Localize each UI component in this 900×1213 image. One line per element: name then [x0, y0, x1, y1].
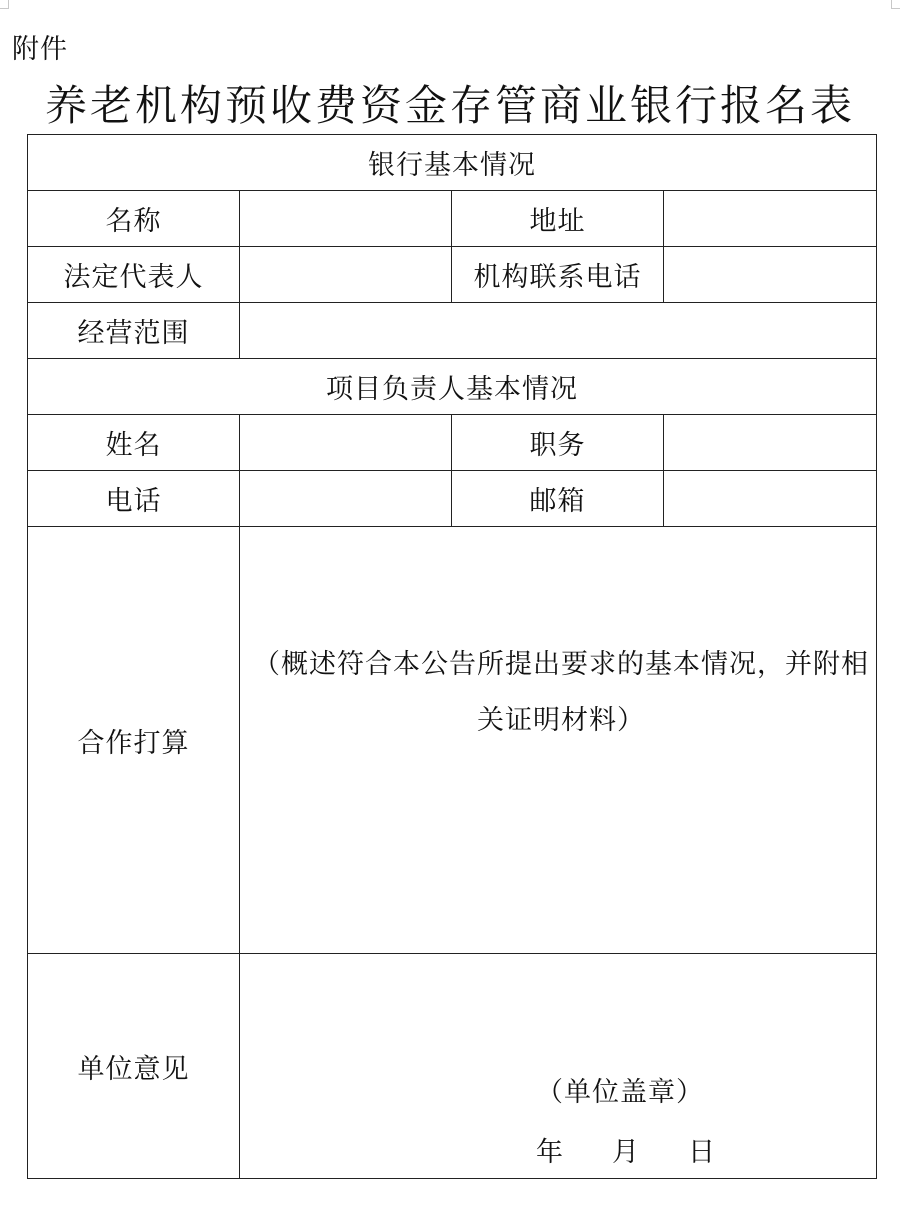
label-name: 名称 [28, 191, 240, 247]
label-business-scope: 经营范围 [28, 303, 240, 359]
label-position: 职务 [452, 415, 664, 471]
date-year-label: 年 [536, 1137, 564, 1168]
value-legal-rep-field[interactable] [240, 247, 452, 303]
label-legal-rep: 法定代表人 [28, 247, 240, 303]
value-org-phone-field[interactable] [664, 247, 877, 303]
registration-form-table [27, 134, 877, 1179]
value-business-scope-field[interactable] [240, 303, 877, 359]
label-unit-opinion: 单位意见 [28, 954, 240, 1179]
cooperation-plan-field[interactable] [240, 527, 877, 954]
table-row [28, 135, 877, 191]
table-row [28, 471, 877, 527]
date-day-label: 日 [688, 1137, 716, 1168]
section-header-bank-info: 银行基本情况 [28, 135, 877, 191]
section-header-leader-info: 项目负责人基本情况 [28, 359, 877, 415]
label-org-phone: 机构联系电话 [452, 247, 664, 303]
label-email: 邮箱 [452, 471, 664, 527]
unit-opinion-field[interactable] [240, 954, 877, 1179]
label-cooperation-plan: 合作打算 [28, 527, 240, 954]
crop-mark-top-left [0, 0, 9, 9]
label-person-name: 姓名 [28, 415, 240, 471]
document-title: 养老机构预收费资金存管商业银行报名表 [44, 81, 855, 130]
table-row [28, 191, 877, 247]
value-person-name-field[interactable] [240, 415, 452, 471]
attachment-label: 附件 [12, 34, 68, 65]
unit-seal-text: （单位盖章） [536, 1077, 704, 1108]
crop-mark-top-right [891, 0, 900, 9]
date-month-label: 月 [612, 1137, 640, 1168]
cooperation-note: （概述符合本公告所提出要求的基本情况，并附相关证明材料） [253, 649, 869, 736]
value-address-field[interactable] [664, 191, 877, 247]
table-row [28, 954, 877, 1179]
table-row [28, 527, 877, 954]
table-row [28, 303, 877, 359]
label-address: 地址 [452, 191, 664, 247]
value-name-field[interactable] [240, 191, 452, 247]
value-email-field[interactable] [664, 471, 877, 527]
value-position-field[interactable] [664, 415, 877, 471]
value-phone-field[interactable] [240, 471, 452, 527]
label-phone: 电话 [28, 471, 240, 527]
table-row [28, 415, 877, 471]
table-row [28, 359, 877, 415]
table-row [28, 247, 877, 303]
